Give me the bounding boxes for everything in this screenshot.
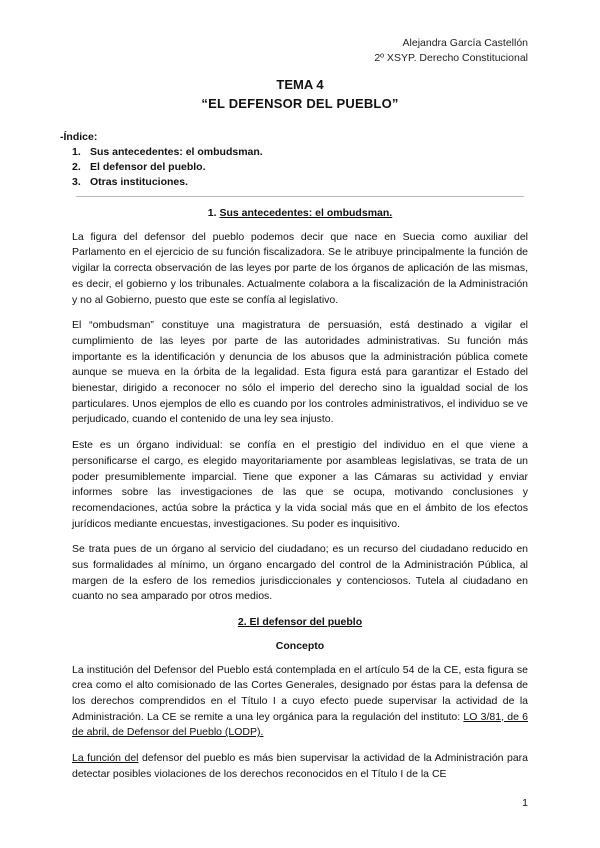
doc-title-main: “EL DEFENSOR DEL PUEBLO” — [201, 96, 399, 111]
course-name: 2º XSYP. Derecho Constitucional — [374, 52, 528, 64]
index-item — [60, 175, 263, 190]
author-name: Alejandra García Castellón — [402, 37, 528, 49]
index-item-number: 1. — [72, 146, 81, 158]
section2-paragraph — [72, 663, 528, 742]
index-item-text: Sus antecedentes: el ombudsman. — [90, 146, 263, 158]
section2-heading — [72, 615, 528, 631]
horizontal-divider — [76, 196, 524, 197]
section1-paragraph: El “ombudsman” constituye una magistratura de persuasión, está destinado a vigilar el cumplimiento de las leyes por parte de las autoridades administrativas. Su función más importante es la identificación y denuncia de los abusos que la administración pública comete aunque se mueva en la órbita de la legalidad. Esta figura está para garantizar el Estado del bienestar, dirigido a reconocer no sólo el imperio del derecho sino la igualdad social de los particulares. Unos ejemplos de ello es cuando por los controles administrativos, el individuo se ve perjudicado, cuando el contenido de una ley sea injusto. — [72, 319, 528, 426]
section2-paragraph — [72, 751, 528, 782]
page-number: 1 — [522, 797, 528, 809]
section2-paragraph-text: defensor del pueblo es más bien supervisar la actividad de la Administración para detectar posibles violaciones de los derechos reconocidos en el Título I de la CE — [72, 752, 528, 780]
doc-title-topic: TEMA 4 — [276, 77, 324, 92]
law-reference: LO 3/81, de 6 de abril, de Defensor del Pueblo (LODP). — [72, 710, 528, 739]
section1-number: 1. — [207, 207, 217, 219]
paragraph-lead: La función del — [72, 752, 139, 765]
index-item-number: 2. — [72, 161, 81, 173]
section1-paragraph: La figura del defensor del pueblo podemos decir que nace en Suecia como auxiliar del Parlamento en el ejercicio de su función fiscalizadora. Se le atribuye principalmente la función de vigilar la correcta observación de las leyes por parte de los órganos de aplicación de las mismas, es decir, el gobierno y los tribunales. Actualmente colabora a la fiscalización de la Administración y no al Gobierno, puesto que este se confía al legislativo. — [72, 230, 528, 306]
section1-paragraph: Este es un órgano individual: se confía en el prestigio del individuo en el que viene a personificarse el cargo, es elegido mayoritariamente por asambleas legislativas, se trata de un poder presumiblemente imparcial. Tiene que exponer a las Cámaras su actividad y enviar informes sobre las investigaciones de las que se ocupa, motivando conclusiones y recomendaciones, actúa sobre la práctica y la vida social más que en el ámbito de los efectos jurídicos mediante encuestas, investigaciones. Su poder es inquisitivo. — [72, 439, 528, 530]
index-item-text: Otras instituciones. — [90, 176, 189, 188]
index-item-text: El defensor del pueblo. — [90, 161, 206, 173]
section1-title: Sus antecedentes: el ombudsman. — [219, 207, 393, 219]
section1-heading — [72, 206, 528, 222]
table-of-contents — [60, 130, 263, 190]
index-label: -Índice: — [60, 131, 98, 143]
section2-subheading: Concepto — [275, 639, 325, 652]
document-body — [72, 206, 528, 793]
index-item — [60, 160, 263, 175]
index-item — [60, 145, 263, 160]
index-item-number: 3. — [72, 176, 81, 188]
section2-title: 2. El defensor del pueblo — [237, 616, 363, 629]
author-header — [374, 36, 528, 66]
section1-paragraph: Se trata pues de un órgano al servicio del ciudadano; es un recurso del ciudadano reducido en sus formalidades al mínimo, un órgano encargado del control de la Administración Pública, al margen de la esfero de los remedios jurisdiccionales y contenciosos. Tutela al ciudadano en cuanto no sea amparado por otros medios. — [72, 543, 528, 603]
section2-paragraph-text: La institución del Defensor del Pueblo está contemplada en el artículo 54 de la CE, esta figura se crea como el alto comisionado de las Cortes Generales, designado por éstas para la defensa de los derechos comprendidos en el Título I a cuyo efecto puede supervisar la actividad de la Administración. La CE se remite a una ley orgánica para la regulación del instituto: — [72, 663, 528, 723]
